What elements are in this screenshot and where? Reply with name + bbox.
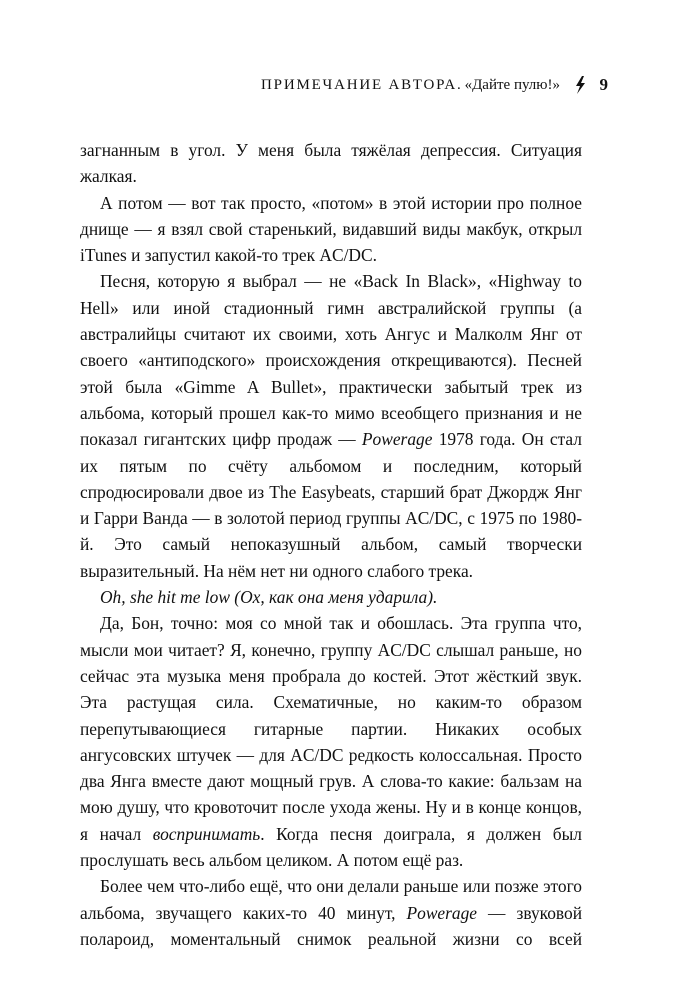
album-title: Powerage: [406, 902, 478, 923]
album-title: Powerage: [361, 429, 433, 450]
lightning-bolt-icon: [574, 76, 586, 94]
lyric-quote: Oh, she hit me low (Ох, как она меня ударила).: [100, 587, 438, 608]
paragraph-2: А потом — вот так просто, «потом» в этой истории про полное днище — я взял свой старенький, видавший виды макбук, открыл iTunes и запустил какой-то трек AC/DC.: [80, 192, 582, 266]
paragraph-1: загнанным в угол. У меня была тяжёлая депрессия. Ситуация жалкая.: [80, 140, 582, 187]
paragraph-6: Более чем что-либо ещё, что они делали раньше или позже этого альбома, звучащего каких-то 40 минут, Powerage — звуковой полароид, моментальный снимок реальной жизни со всей: [80, 876, 582, 949]
paragraph-5: Да, Бон, точно: моя со мной так и обошлась. Эта группа что, мысли мои читает? Я, конечно, группу AC/DC слышал раньше, но сейчас эта музыка меня пробрала до костей. Этот жёсткий звук. Эта растущая сила. Схематичные, но каким-то образом перепутывающиеся гитарные партии. Никаких особых ангусовских штучек — для AC/DC редкость колоссальная. Просто два Янга вместе дают мощный грув. А слова-то какие: бальзам на мою душу, что кровоточит после ухода жены. Ну и в конце концов, я начал воспринимать. Когда песня доиграла, я должен был прослушать весь альбом целиком. А потом ещё раз.: [80, 613, 582, 871]
page-number: 9: [599, 75, 608, 94]
emphasis-word: воспринимать: [152, 823, 261, 844]
header-section-title: ПРИМЕЧАНИЕ АВТОРА.: [261, 76, 463, 93]
running-header: [80, 75, 608, 94]
paragraph-3: Песня, которую я выбрал — не «Back In Black», «Highway to Hell» или иной стадионный гимн австралийской группы (а австралийцы считают их своими, хоть Ангус и Малколм Янг от своего «антиподского» происхождения открещиваются). Песней этой была «Gimme A Bullet», практически забытый трек из альбома, который прошел как-то мимо всеобщего признания и не показал гигантских цифр продаж — Powerage 1978 года. Он стал их пятым по счёту альбомом и последним, который спродюсировали двое из The Easybeats, старший брат Джордж Янг и Гарри Ванда — в золотой период группы AC/DC, с 1975 по 1980-й. Это самый непоказушный альбом, самый творчески выразительный. На нём нет ни одного слабого трека.: [80, 271, 582, 581]
body-text: [80, 137, 582, 952]
header-subtitle: «Дайте пулю!»: [464, 76, 560, 93]
